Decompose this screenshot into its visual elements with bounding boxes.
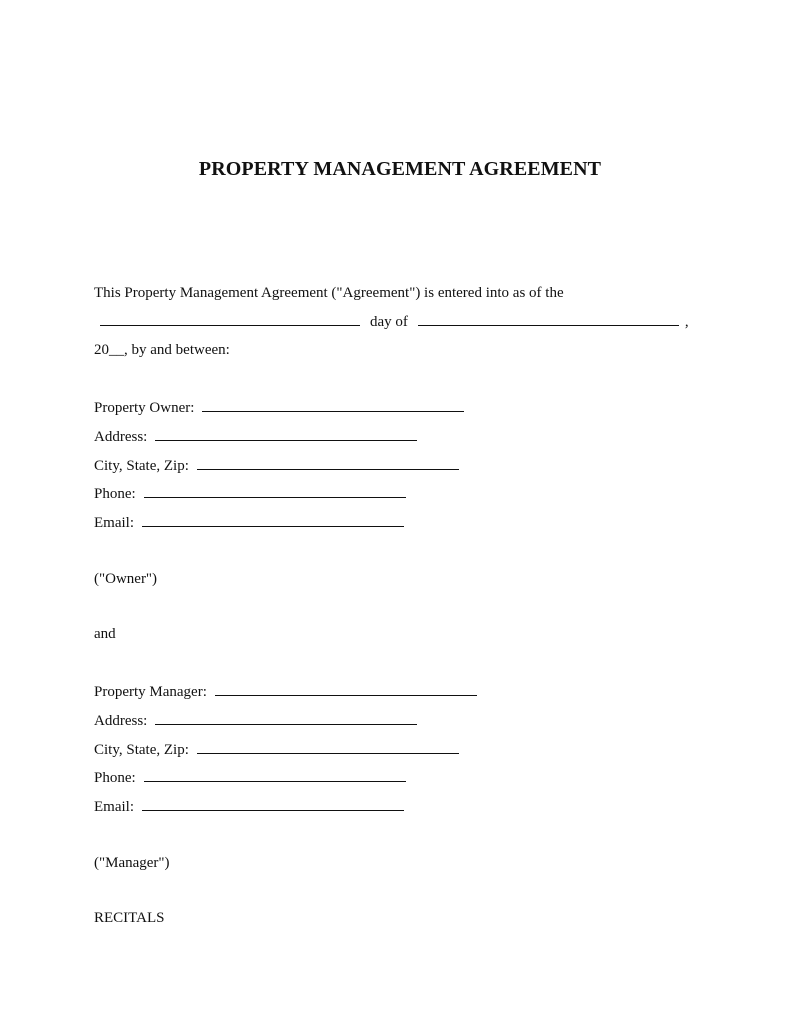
- day-blank[interactable]: [100, 311, 360, 326]
- date-row: [100, 311, 689, 332]
- year-line: 20__, by and between:: [94, 342, 230, 358]
- manager-address-label: Address:: [94, 713, 148, 729]
- manager-name-row: [94, 681, 477, 702]
- owner-name-row: [94, 397, 464, 418]
- owner-address-row: [94, 426, 417, 447]
- manager-name-blank[interactable]: [215, 681, 477, 696]
- manager-email-label: Email:: [94, 799, 134, 815]
- manager-email-row: [94, 796, 404, 817]
- and-text: and: [94, 626, 116, 642]
- intro-line: This Property Management Agreement ("Agreement") is entered into as of the: [94, 285, 564, 301]
- day-of-label: day of: [370, 314, 408, 330]
- owner-address-blank[interactable]: [155, 426, 417, 441]
- owner-city-blank[interactable]: [197, 455, 459, 470]
- manager-city-row: [94, 739, 459, 760]
- manager-address-blank[interactable]: [155, 710, 417, 725]
- owner-email-label: Email:: [94, 515, 134, 531]
- owner-phone-blank[interactable]: [144, 483, 406, 498]
- manager-phone-row: [94, 767, 406, 788]
- date-comma: ,: [684, 314, 689, 330]
- month-blank[interactable]: [418, 311, 679, 326]
- manager-city-label: City, State, Zip:: [94, 742, 189, 758]
- manager-phone-blank[interactable]: [144, 767, 406, 782]
- recitals-heading: RECITALS: [94, 910, 165, 926]
- owner-address-label: Address:: [94, 429, 148, 445]
- manager-city-blank[interactable]: [197, 739, 459, 754]
- manager-address-row: [94, 710, 417, 731]
- owner-phone-label: Phone:: [94, 486, 136, 502]
- owner-name-label: Property Owner:: [94, 400, 195, 416]
- owner-phone-row: [94, 483, 406, 504]
- manager-phone-label: Phone:: [94, 770, 136, 786]
- owner-email-blank[interactable]: [142, 512, 404, 527]
- owner-city-label: City, State, Zip:: [94, 458, 189, 474]
- owner-email-row: [94, 512, 404, 533]
- owner-city-row: [94, 455, 459, 476]
- manager-name-label: Property Manager:: [94, 684, 207, 700]
- manager-designation: ("Manager"): [94, 855, 170, 871]
- document-title: PROPERTY MANAGEMENT AGREEMENT: [198, 158, 602, 180]
- owner-name-blank[interactable]: [202, 397, 464, 412]
- owner-designation: ("Owner"): [94, 571, 158, 587]
- manager-email-blank[interactable]: [142, 796, 404, 811]
